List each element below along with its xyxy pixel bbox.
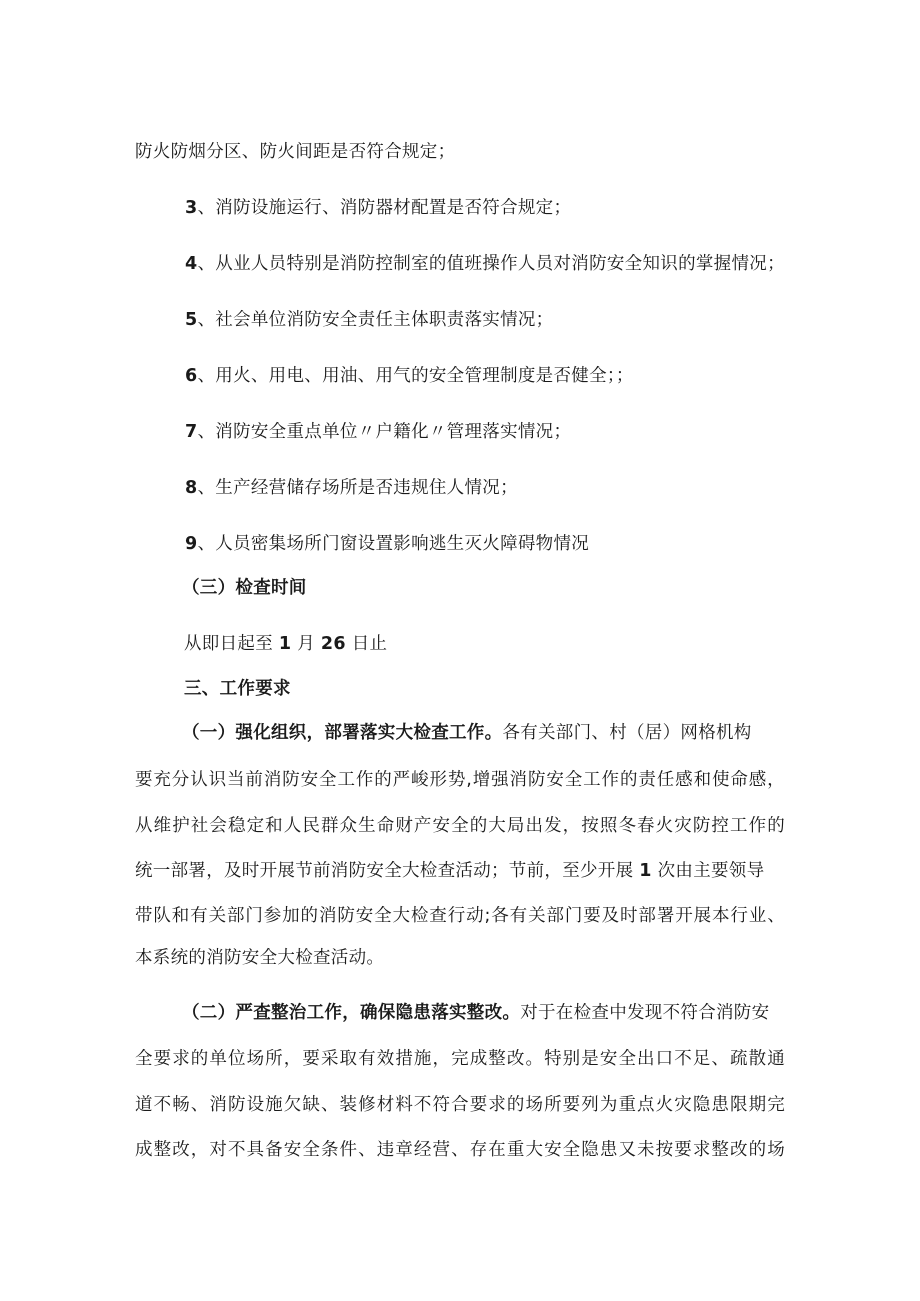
item-number: 8 xyxy=(185,478,198,498)
req2-first-line xyxy=(182,1001,769,1025)
req1-line4 xyxy=(135,859,764,883)
item-text: 、消防安全重点单位〃户籍化〃管理落实情况； xyxy=(197,422,572,442)
part-heading-requirements: 三、工作要求 xyxy=(184,679,291,699)
item-number: 5 xyxy=(185,310,198,330)
time-text xyxy=(184,632,387,656)
req1-line3: 从维护社会稳定和人民群众生命财产安全的大局出发，按照冬春火灾防控工作的 xyxy=(135,816,785,836)
req1-line2: 要充分认识当前消防安全工作的严峻形势,增强消防安全工作的责任感和使命感， xyxy=(135,770,785,790)
list-item xyxy=(185,252,785,276)
continuation-line: 防火防烟分区、防火间距是否符合规定； xyxy=(135,142,456,162)
time-day: 26 xyxy=(320,634,346,654)
req1-count: 1 xyxy=(639,861,652,881)
time-text-e: 日止 xyxy=(345,634,388,654)
req1-line4a: 统一部署，及时开展节前消防安全大检查活动；节前，至少开展 xyxy=(135,861,640,881)
item-number: 9 xyxy=(185,534,198,554)
req1-line1: 各有关部门、村（居）网格机构 xyxy=(502,723,752,743)
time-text-c: 月 xyxy=(291,634,321,654)
list-item xyxy=(185,196,571,220)
item-number: 4 xyxy=(185,254,198,274)
time-text-a: 从即日起至 xyxy=(184,634,279,654)
req1-line5: 带队和有关部门参加的消防安全大检查行动;各有关部门要及时部署开展本行业、 xyxy=(135,906,785,926)
req2-line4: 成整改，对不具备安全条件、违章经营、存在重大安全隐患又未按要求整改的场 xyxy=(135,1140,785,1160)
item-number: 7 xyxy=(185,422,198,442)
list-item xyxy=(185,420,571,444)
list-item xyxy=(185,364,634,388)
list-item xyxy=(185,308,553,332)
req1-first-line xyxy=(182,721,752,745)
item-text: 、消防设施运行、消防器材配置是否符合规定； xyxy=(197,198,572,218)
section-heading-check-time: （三）检查时间 xyxy=(182,578,307,598)
req1-line6: 本系统的消防安全大检查活动。 xyxy=(135,948,385,968)
item-number: 3 xyxy=(185,198,198,218)
req2-line3: 道不畅、消防设施欠缺、装修材料不符合要求的场所要列为重点火灾隐患限期完 xyxy=(135,1095,785,1115)
time-month: 1 xyxy=(278,634,292,654)
item-text: 、从业人员特别是消防控制室的值班操作人员对消防安全知识的掌握情况； xyxy=(197,254,785,274)
item-text: 、生产经营储存场所是否违规住人情况； xyxy=(197,478,518,498)
item-text: 、社会单位消防安全责任主体职责落实情况； xyxy=(197,310,554,330)
req1-bold-title: （一）强化组织，部署落实大检查工作。 xyxy=(182,723,503,743)
req1-line4c: 次由主要领导 xyxy=(651,861,765,881)
item-text: 、用火、用电、用油、用气的安全管理制度是否健全；； xyxy=(197,366,634,386)
list-item xyxy=(185,532,589,556)
req2-line2: 全要求的单位场所，要采取有效措施，完成整改。特别是安全出口不足、疏散通 xyxy=(135,1049,785,1069)
item-number: 6 xyxy=(185,366,198,386)
list-item xyxy=(185,476,518,500)
req2-bold-title: （二）严查整治工作，确保隐患落实整改。 xyxy=(182,1003,521,1023)
req2-line1: 对于在检查中发现不符合消防安 xyxy=(520,1003,770,1023)
item-text: 、人员密集场所门窗设置影响逃生灭火障碍物情况 xyxy=(197,534,590,554)
